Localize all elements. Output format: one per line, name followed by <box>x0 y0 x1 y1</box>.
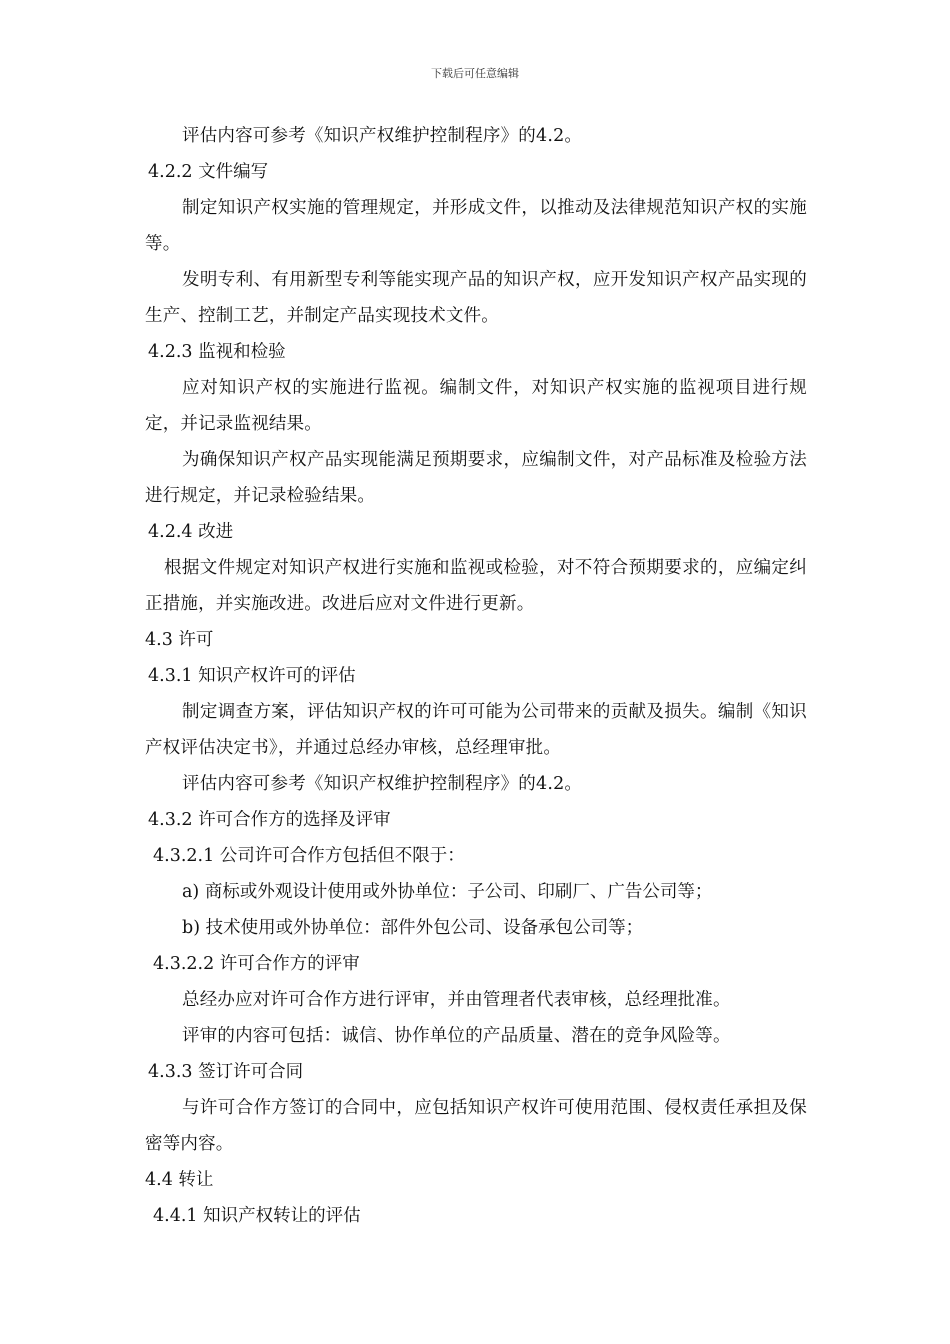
paragraph: 制定知识产权实施的管理规定，并形成文件，以推动及法律规范知识产权的实施等。 <box>145 198 807 254</box>
paragraph: 应对知识产权的实施进行监视。编制文件，对知识产权实施的监视项目进行规定，并记录监视结果。 <box>145 378 807 434</box>
section-heading: 4.3 许可 <box>145 630 214 650</box>
section-heading: 4.2.2 文件编写 <box>148 162 269 182</box>
list-item: a) 商标或外观设计使用或外协单位：子公司、印刷厂、广告公司等； <box>182 882 713 902</box>
paragraph: 总经办应对许可合作方进行评审，并由管理者代表审核，总经理批准。 <box>182 990 731 1010</box>
paragraph: 制定调查方案，评估知识产权的许可可能为公司带来的贡献及损失。编制《知识产权评估决定书》，并通过总经办审核，总经理审批。 <box>145 702 807 758</box>
section-heading: 4.3.3 签订许可合同 <box>148 1062 304 1082</box>
page-header: 下载后可任意编辑 <box>431 67 519 80</box>
section-heading: 4.3.1 知识产权许可的评估 <box>148 666 356 686</box>
paragraph: 评估内容可参考《知识产权维护控制程序》的4.2。 <box>182 774 583 794</box>
section-heading: 4.2.4 改进 <box>148 522 234 542</box>
paragraph: 根据文件规定对知识产权进行实施和监视或检验，对不符合预期要求的，应编定纠正措施，并实施改进。改进后应对文件进行更新。 <box>145 558 807 614</box>
section-heading: 4.4 转让 <box>145 1170 214 1190</box>
paragraph: 与许可合作方签订的合同中，应包括知识产权许可使用范围、侵权责任承担及保密等内容。 <box>145 1098 807 1154</box>
section-heading: 4.3.2 许可合作方的选择及评审 <box>148 810 391 830</box>
paragraph: 评审的内容可包括：诚信、协作单位的产品质量、潜在的竞争风险等。 <box>182 1026 731 1046</box>
section-heading: 4.4.1 知识产权转让的评估 <box>153 1206 361 1226</box>
list-item: b) 技术使用或外协单位：部件外包公司、设备承包公司等； <box>182 918 644 938</box>
section-heading: 4.3.2.1 公司许可合作方包括但不限于： <box>153 846 465 866</box>
paragraph: 发明专利、有用新型专利等能实现产品的知识产权，应开发知识产权产品实现的生产、控制工艺，并制定产品实现技术文件。 <box>145 270 807 326</box>
section-heading: 4.3.2.2 许可合作方的评审 <box>153 954 360 974</box>
section-heading: 4.2.3 监视和检验 <box>148 342 286 362</box>
paragraph: 为确保知识产权产品实现能满足预期要求，应编制文件，对产品标准及检验方法进行规定，并记录检验结果。 <box>145 450 807 506</box>
document-body <box>145 118 807 1234</box>
paragraph: 评估内容可参考《知识产权维护控制程序》的4.2。 <box>182 126 583 146</box>
